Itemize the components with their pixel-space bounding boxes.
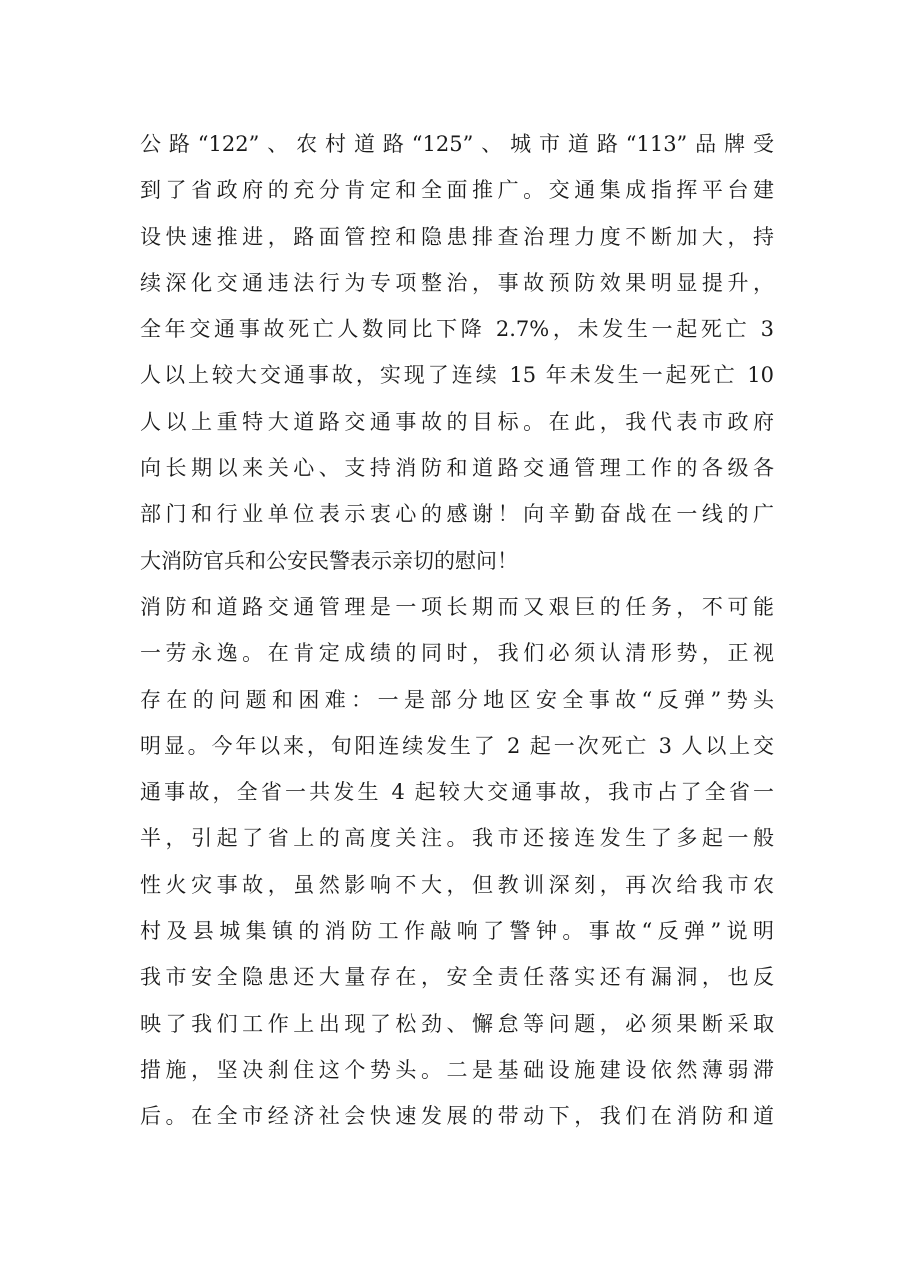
text-line: 人以上重特大道路交通事故的目标。在此，我代表市政府 <box>140 409 774 434</box>
text-line: 公路“122”、农村道路“125”、城市道路“113”品牌受 <box>140 132 774 156</box>
document-body <box>140 121 774 1140</box>
text-line: 人以上较大交通事故，实现了连续 15 年未发生一起死亡 10 <box>140 363 774 388</box>
text-line: 到了省政府的充分肯定和全面推广。交通集成指挥平台建 <box>140 178 774 203</box>
text-line: 大消防官兵和公安民警表示亲切的慰问！ <box>140 548 518 573</box>
text-line: 向长期以来关心、支持消防和道路交通管理工作的各级各 <box>140 456 774 481</box>
paragraph-problems <box>140 584 774 1140</box>
text-line: 半，引起了省上的高度关注。我市还接连发生了多起一般 <box>140 826 774 851</box>
text-line: 我市安全隐患还大量存在，安全责任落实还有漏洞，也反 <box>140 965 774 990</box>
text-line: 部门和行业单位表示衷心的感谢！向辛勤奋战在一线的广 <box>140 502 774 527</box>
text-line: 性火灾事故，虽然影响不大，但教训深刻，再次给我市农 <box>140 872 774 897</box>
text-line: 一劳永逸。在肯定成绩的同时，我们必须认清形势，正视 <box>140 641 774 666</box>
text-line: 措施，坚决刹住这个势头。二是基础设施建设依然薄弱滞 <box>140 1057 774 1082</box>
text-line: 明显。今年以来，旬阳连续发生了 2 起一次死亡 3 人以上交 <box>140 733 774 758</box>
text-line: 村及县城集镇的消防工作敲响了警钟。事故“反弹”说明 <box>140 919 774 944</box>
text-line: 后。在全市经济社会快速发展的带动下，我们在消防和道 <box>140 1104 774 1129</box>
text-line: 存在的问题和困难：一是部分地区安全事故“反弹”势头 <box>140 687 774 712</box>
text-line: 消防和道路交通管理是一项长期而又艰巨的任务，不可能 <box>140 594 774 619</box>
text-line: 通事故，全省一共发生 4 起较大交通事故，我市占了全省一 <box>140 780 774 805</box>
text-line: 全年交通事故死亡人数同比下降 2.7%，未发生一起死亡 3 <box>140 317 774 342</box>
text-line: 续深化交通违法行为专项整治，事故预防效果明显提升， <box>140 270 774 295</box>
paragraph-achievements <box>140 121 774 584</box>
text-line: 映了我们工作上出现了松劲、懈怠等问题，必须果断采取 <box>140 1011 774 1036</box>
text-line: 设快速推进，路面管控和隐患排查治理力度不断加大，持 <box>140 224 774 249</box>
